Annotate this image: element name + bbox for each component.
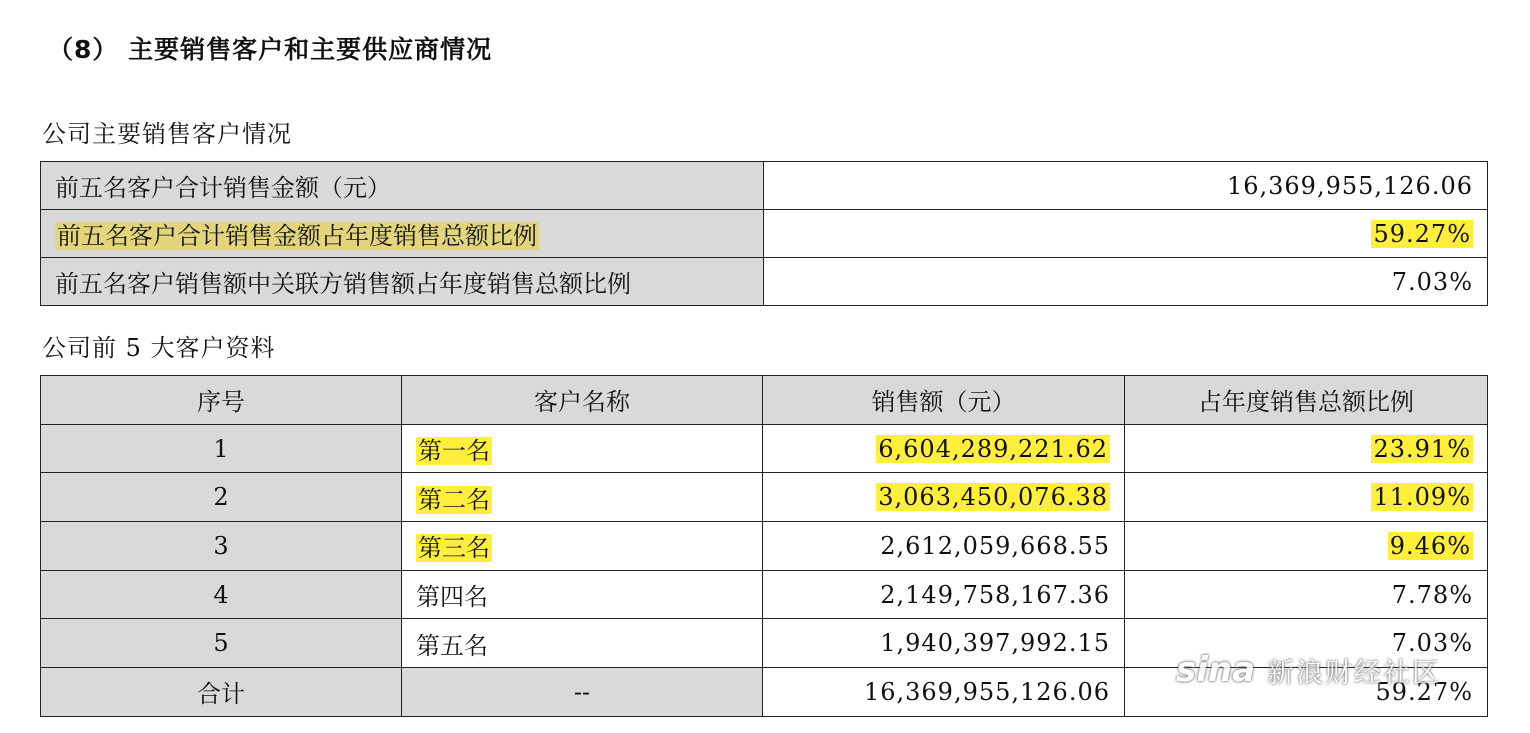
summary-title: 公司主要销售客户情况	[42, 120, 292, 148]
row-no: 2	[41, 473, 402, 522]
row-customer-name: 第二名	[402, 473, 763, 522]
summary-row	[41, 258, 1488, 306]
summary-label: 前五名客户销售额中关联方销售额占年度销售总额比例	[41, 258, 764, 306]
total-ratio: 59.27%	[1125, 668, 1488, 717]
summary-table	[40, 161, 1488, 306]
row-amount: 3,063,450,076.38	[763, 473, 1125, 522]
sina-watermark	[1176, 650, 1441, 690]
row-ratio: 9.46%	[1125, 522, 1488, 571]
header-no: 序号	[41, 376, 402, 425]
row-customer-name: 第一名	[402, 424, 763, 473]
row-no: 3	[41, 522, 402, 571]
row-ratio: 7.78%	[1125, 570, 1488, 619]
row-ratio: 7.03%	[1125, 619, 1488, 668]
table-row	[41, 424, 1488, 473]
summary-value: 59.27%	[764, 210, 1488, 258]
row-no: 5	[41, 619, 402, 668]
row-ratio: 23.91%	[1125, 424, 1488, 473]
total-label: 合计	[41, 668, 402, 717]
row-customer-name: 第五名	[402, 619, 763, 668]
row-amount: 6,604,289,221.62	[763, 424, 1125, 473]
row-no: 4	[41, 570, 402, 619]
row-customer-name: 第三名	[402, 522, 763, 571]
section-heading: （8） 主要销售客户和主要供应商情况	[48, 35, 493, 64]
summary-label: 前五名客户合计销售金额（元）	[41, 162, 764, 210]
summary-label: 前五名客户合计销售金额占年度销售总额比例	[41, 210, 764, 258]
summary-value: 7.03%	[764, 258, 1488, 306]
total-amount: 16,369,955,126.06	[763, 668, 1125, 717]
table-row	[41, 522, 1488, 571]
summary-value: 16,369,955,126.06	[764, 162, 1488, 210]
row-ratio: 11.09%	[1125, 473, 1488, 522]
table-row	[41, 570, 1488, 619]
row-amount: 2,612,059,668.55	[763, 522, 1125, 571]
sina-logo-icon: sina	[1176, 650, 1256, 690]
header-ratio: 占年度销售总额比例	[1125, 376, 1488, 425]
header-customer-name: 客户名称	[402, 376, 763, 425]
row-customer-name: 第四名	[402, 570, 763, 619]
row-amount: 1,940,397,992.15	[763, 619, 1125, 668]
table-row	[41, 473, 1488, 522]
header-amount: 销售额（元）	[763, 376, 1125, 425]
row-no: 1	[41, 424, 402, 473]
top5-title: 公司前 5 大客户资料	[42, 334, 276, 362]
table-header-row	[41, 376, 1488, 425]
total-customer-name: --	[402, 668, 763, 717]
summary-row	[41, 162, 1488, 210]
row-amount: 2,149,758,167.36	[763, 570, 1125, 619]
watermark-text: 新浪财经社区	[1267, 657, 1442, 689]
summary-row	[41, 210, 1488, 258]
